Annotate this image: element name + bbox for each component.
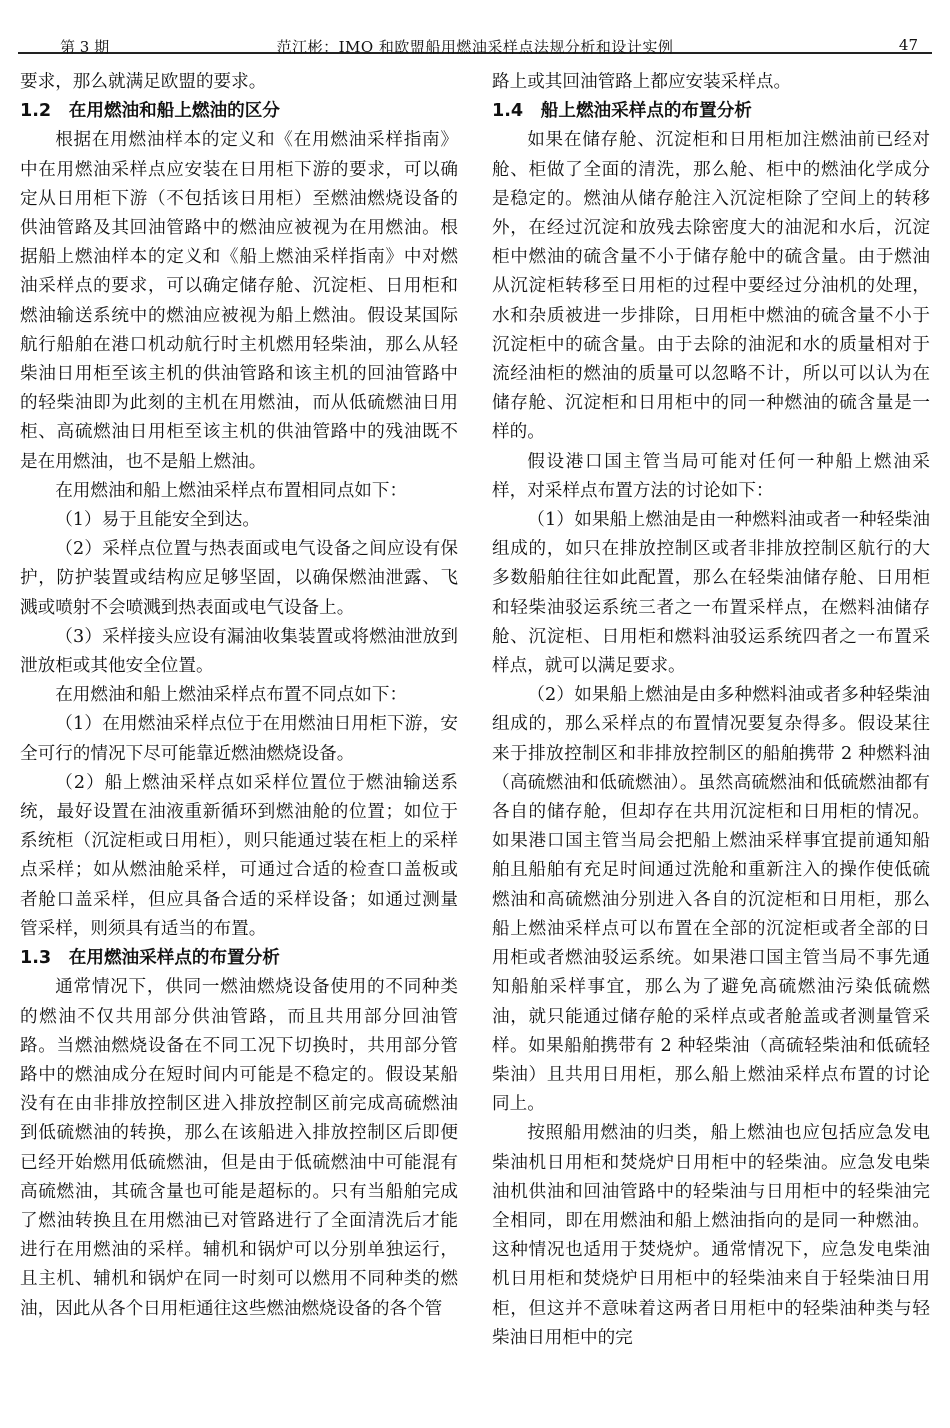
list-item: （2）船上燃油采样点如采样位置位于燃油输送系统，最好设置在油液重新循环到燃油舱的位置；如位于系统柜（沉淀柜或日用柜），则只能通过装在柜上的采样点采样；如从燃油舱采样，可通过合适的检查口盖板或者舱口盖采样，但应具备合适的采样设备；如通过测量管采样，则须具有适当的布置。 <box>20 772 458 939</box>
section-heading-1-2 <box>20 97 458 126</box>
left-column <box>20 68 458 1324</box>
paragraph: 假设港口国主管当局可能对任何一种船上燃油采样，对采样点布置方法的讨论如下： <box>492 451 930 501</box>
list-item: （3）采样接头应设有漏油收集装置或将燃油泄放到泄放柜或其他安全位置。 <box>20 626 458 677</box>
paragraph: 要求，那么就满足欧盟的要求。 <box>20 72 267 92</box>
list-item: （1）如果船上燃油是由一种燃料油或者一种轻柴油组成的，如只在排放控制区或者非排放控制区航行的大多数船舶往往如此配置，那么在轻柴油储存舱、日用柜和轻柴油驳运系统三者之一布置采样点，在燃料油储存舱、沉淀柜、日用柜和燃料油驳运系统四者之一布置采样点，就可以满足要求。 <box>492 510 930 677</box>
section-title: 在用燃油采样点的布置分析 <box>68 948 280 969</box>
list-item: （1）在用燃油采样点位于在用燃油日用柜下游，安全可行的情况下尽可能靠近燃油燃烧设备。 <box>20 714 458 764</box>
paragraph: 路上或其回油管路上都应安装采样点。 <box>492 72 792 92</box>
list-item: （1）易于且能安全到达。 <box>55 510 260 531</box>
section-heading-1-4 <box>492 97 930 126</box>
paragraph: 根据在用燃油样本的定义和《在用燃油采样指南》中在用燃油采样点应安装在日用柜下游的要求，可以确定从日用柜下游（不包括该日用柜）至燃油燃烧设备的供油管路及其回油管路中的燃油应被视为在用燃油。根据船上燃油样本的定义和《船上燃油采样指南》中对燃油采样点的要求，可以确定储存舱、沉淀柜、日用柜和燃油输送系统中的燃油应被视为船上燃油。假设某国际航行船舶在港口机动航行时主机燃用轻柴油，那么从轻柴油日用柜至该主机的供油管路和该主机的回油管路中的轻柴油即为此刻的主机在用燃油，而从低硫燃油日用柜、高硫燃油日用柜至该主机的供油管路中的残油既不是在用燃油，也不是船上燃油。 <box>20 130 458 472</box>
issue-number: 第 3 期 <box>60 38 110 56</box>
right-column <box>492 68 930 1353</box>
section-title: 船上燃油采样点的布置分析 <box>540 101 752 122</box>
paragraph: 在用燃油和船上燃油采样点布置相同点如下： <box>55 480 408 501</box>
paragraph: 通常情况下，供同一燃油燃烧设备使用的不同种类的燃油不仅共用部分供油管路，而且共用部分回油管路。当燃油燃烧设备在不同工况下切换时，共用部分管路中的燃油成分在短时间内可能是不稳定的。假设某船没有在由非排放控制区进入排放控制区前完成高硫燃油到低硫燃油的转换，那么在该船进入排放控制区后即便已经开始燃用低硫燃油，但是由于低硫燃油中可能混有高硫燃油，其硫含量也可能是超标的。只有当船舶完成了燃油转换且在用燃油已对管路进行了全面清洗后才能进行在用燃油的采样。辅机和锅炉可以分别单独运行，且主机、辅机和锅炉在同一时刻可以燃用不同种类的燃油，因此从各个日用柜通往这些燃油燃烧设备的各个管 <box>20 977 458 1319</box>
list-item: （2）采样点位置与热表面或电气设备之间应设有保护，防护装置或结构应足够坚固，以确保燃油泄露、飞溅或喷射不会喷溅到热表面或电气设备上。 <box>20 539 458 618</box>
section-number: 1.4 <box>492 101 524 122</box>
page-number: 47 <box>898 36 918 54</box>
list-item: （2）如果船上燃油是由多种燃料油或者多种轻柴油组成的，那么采样点的布置情况要复杂得多。假设某往来于排放控制区和非排放控制区的船舶携带 2 种燃料油（高硫燃油和低硫燃油）。虽然高硫燃油和低硫燃油都有各自的储存舱，但却存在共用沉淀柜和日用柜的情况。如果港口国主管当局会把船上燃油采样事宜提前通知船舶且船舶有充足时间通过洗舱和重新注入的操作使低硫燃油和高硫燃油分别进入各自的沉淀柜和日用柜，那么船上燃油采样点可以布置在全部的沉淀柜或者全部的日用柜或者燃油驳运系统。如果港口国主管当局不事先通知船舶采样事宜，那么为了避免高硫燃油污染低硫燃油，就只能通过储存舱的采样点或者舱盖或者测量管采样。如果船舶携带有 2 种轻柴油（高硫轻柴油和低硫轻柴油）且共用日用柜，那么船上燃油采样点布置的讨论同上。 <box>492 685 930 1115</box>
running-title: 范江彬：IMO 和欧盟船用燃油采样点法规分析和设计实例 <box>276 38 674 56</box>
section-title: 在用燃油和船上燃油的区分 <box>68 101 280 122</box>
paragraph: 按照船用燃油的归类，船上燃油也应包括应急发电柴油机日用柜和焚烧炉日用柜中的轻柴油。应急发电柴油机供油和回油管路中的轻柴油与日用柜中的轻柴油完全相同，即在用燃油和船上燃油指向的是同一种燃油。这种情况也适用于焚烧炉。通常情况下，应急发电柴油机日用柜和焚烧炉日用柜中的轻柴油来自于轻柴油日用柜，但这并不意味着这两者日用柜中的轻柴油种类与轻柴油日用柜中的完 <box>492 1123 930 1348</box>
section-number: 1.2 <box>20 101 52 122</box>
running-header <box>18 14 932 54</box>
paragraph: 在用燃油和船上燃油采样点布置不同点如下： <box>55 685 408 706</box>
paragraph: 如果在储存舱、沉淀柜和日用柜加注燃油前已经对舱、柜做了全面的清洗，那么舱、柜中的燃油化学成分是稳定的。燃油从储存舱注入沉淀柜除了空间上的转移外，在经过沉淀和放残去除密度大的油泥和水后，沉淀柜中燃油的硫含量不小于储存舱中的硫含量。由于燃油从沉淀柜转移至日用柜的过程中要经过分油机的处理，水和杂质被进一步排除，日用柜中燃油的硫含量不小于沉淀柜中的硫含量。由于去除的油泥和水的质量相对于流经油柜的燃油的质量可以忽略不计，所以可以认为在储存舱、沉淀柜和日用柜中的同一种燃油的硫含量是一样的。 <box>492 130 930 443</box>
section-heading-1-3 <box>20 944 458 973</box>
section-number: 1.3 <box>20 948 52 969</box>
